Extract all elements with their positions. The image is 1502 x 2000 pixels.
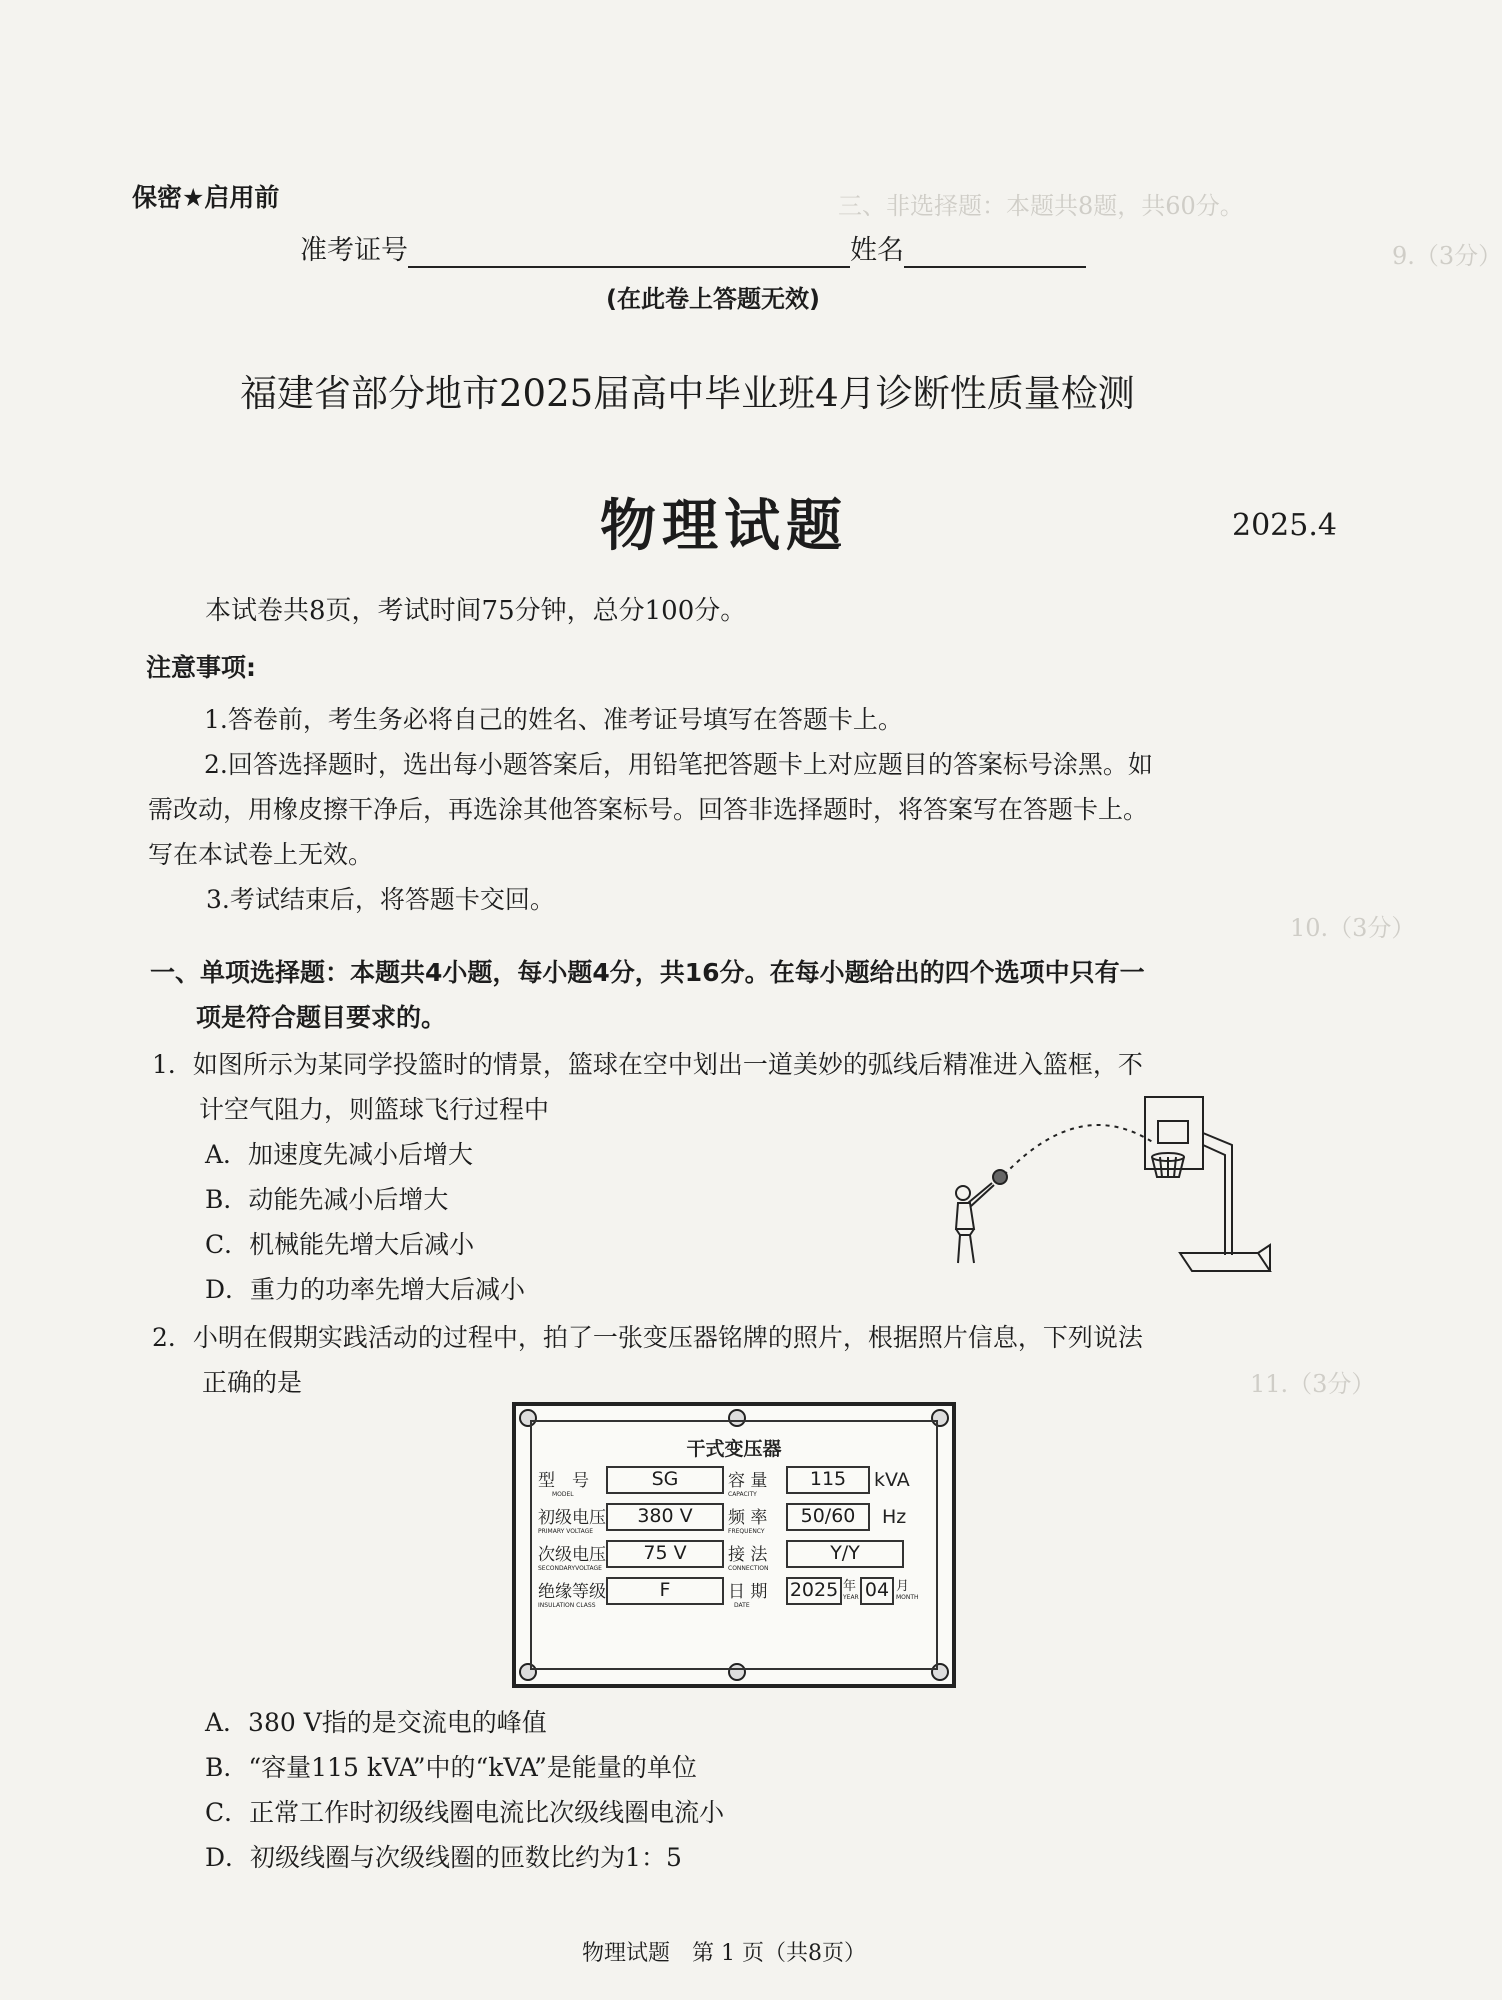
note-item: 3.考试结束后，将答题卡交回。 bbox=[206, 885, 555, 914]
nameplate-title: 干式变压器 bbox=[686, 1438, 782, 1460]
option-d[interactable]: D．初级线圈与次级线圈的匝数比约为1：5 bbox=[205, 1843, 682, 1872]
exam-title: 福建省部分地市2025届高中毕业班4月诊断性质量检测 bbox=[240, 372, 1135, 415]
frequency-label: 频 率 FREQUENCY bbox=[728, 1508, 768, 1535]
section-heading bbox=[150, 950, 1145, 1040]
name-label: 姓名 bbox=[850, 235, 904, 266]
option-d[interactable]: D．重力的功率先增大后减小 bbox=[205, 1275, 526, 1304]
primary-voltage-value: 380 V bbox=[606, 1503, 724, 1531]
basketball-illustration bbox=[940, 1085, 1280, 1275]
section-heading-line: 项是符合题目要求的。 bbox=[196, 1003, 447, 1032]
show-through-text: 9.（3分） bbox=[1392, 242, 1502, 270]
note-item: 需改动，用橡皮擦干净后，再选涂其他答案标号。回答非选择题时，将答案写在答题卡上。 bbox=[148, 795, 1149, 824]
connection-value: Y/Y bbox=[786, 1540, 904, 1568]
page-footer: 物理试题 第 1 页（共8页） bbox=[582, 1941, 866, 1966]
capacity-unit: kVA bbox=[874, 1469, 910, 1491]
secondary-voltage-label: 次级电压 SECONDARYVOLTAGE bbox=[538, 1545, 606, 1572]
capacity-value: 115 bbox=[786, 1466, 870, 1494]
capacity-label: 容 量 CAPACITY bbox=[728, 1471, 768, 1498]
nameplate-frame bbox=[530, 1420, 938, 1670]
insulation-value: F bbox=[606, 1577, 724, 1605]
primary-voltage-label: 初级电压 PRIMARY VOLTAGE bbox=[538, 1508, 606, 1535]
notes-body bbox=[148, 697, 1338, 922]
confidential-label: 保密★启用前 bbox=[132, 183, 280, 212]
question-stem: 正确的是 bbox=[202, 1368, 303, 1397]
model-value: SG bbox=[606, 1466, 724, 1494]
hoop-pole bbox=[1203, 1133, 1232, 1255]
exam-id-blank[interactable] bbox=[408, 266, 850, 268]
insulation-label: 绝缘等级 INSULATION CLASS bbox=[538, 1582, 606, 1609]
basketball bbox=[993, 1170, 1007, 1184]
option-c[interactable]: C．正常工作时初级线圈电流比次级线圈电流小 bbox=[205, 1798, 725, 1827]
question-stem: 2．小明在假期实践活动的过程中，拍了一张变压器铭牌的照片，根据照片信息，下列说法 bbox=[152, 1323, 1143, 1352]
exam-id-label: 准考证号 bbox=[300, 235, 408, 266]
player-head bbox=[956, 1186, 970, 1200]
exam-date: 2025.4 bbox=[1232, 508, 1337, 543]
question-stem: 1．如图所示为某同学投篮时的情景，篮球在空中划出一道美妙的弧线后精准进入篮框，不 bbox=[152, 1050, 1143, 1079]
show-through-text: 11.（3分） bbox=[1250, 1370, 1376, 1398]
note-item: 1.答卷前，考生务必将自己的姓名、准考证号填写在答题卡上。 bbox=[204, 705, 903, 734]
option-b[interactable]: B．动能先减小后增大 bbox=[205, 1185, 449, 1214]
note-item: 写在本试卷上无效。 bbox=[148, 840, 374, 869]
frequency-value: 50/60 bbox=[786, 1503, 870, 1531]
transformer-nameplate bbox=[512, 1402, 956, 1688]
note-item: 2.回答选择题时，选出每小题答案后，用铅笔把答题卡上对应题目的答案标号涂黑。如 bbox=[204, 750, 1153, 779]
intro-text: 本试卷共8页，考试时间75分钟，总分100分。 bbox=[205, 596, 747, 626]
month-value: 04 bbox=[860, 1577, 894, 1605]
invalid-note: (在此卷上答题无效) bbox=[606, 285, 820, 313]
notes-heading: 注意事项: bbox=[146, 653, 256, 682]
q1-options bbox=[205, 1132, 525, 1312]
exam-info-line bbox=[300, 233, 1086, 268]
show-through-text: 10.（3分） bbox=[1290, 914, 1416, 942]
option-c[interactable]: C．机械能先增大后减小 bbox=[205, 1230, 475, 1259]
show-through-text: 三、非选择题：本题共8题，共60分。 bbox=[838, 192, 1244, 220]
question-2 bbox=[152, 1315, 1143, 1405]
secondary-voltage-value: 75 V bbox=[606, 1540, 724, 1568]
date-label: 日 期 DATE bbox=[728, 1582, 768, 1609]
question-stem: 计空气阻力，则篮球飞行过程中 bbox=[199, 1095, 550, 1124]
year-label: 年 YEAR bbox=[843, 1579, 859, 1601]
ball-trajectory bbox=[1004, 1125, 1154, 1175]
subject-title: 物理试题 bbox=[600, 494, 848, 559]
option-a[interactable]: A．加速度先减小后增大 bbox=[205, 1140, 474, 1169]
month-label: 月 MONTH bbox=[896, 1579, 919, 1601]
year-value: 2025 bbox=[786, 1577, 842, 1605]
model-label: 型 号 MODEL bbox=[538, 1471, 589, 1498]
option-a[interactable]: A．380 V指的是交流电的峰值 bbox=[205, 1708, 547, 1737]
option-b[interactable]: B．“容量115 kVA”中的“kVA”是能量的单位 bbox=[205, 1753, 697, 1782]
player-body bbox=[956, 1183, 994, 1263]
connection-label: 接 法 CONNECTION bbox=[728, 1545, 769, 1572]
section-heading-line: 一、单项选择题：本题共4小题，每小题4分，共16分。在每小题给出的四个选项中只有一 bbox=[150, 958, 1145, 987]
name-blank[interactable] bbox=[904, 266, 1086, 268]
q2-options bbox=[205, 1700, 724, 1880]
frequency-unit: Hz bbox=[882, 1506, 907, 1528]
